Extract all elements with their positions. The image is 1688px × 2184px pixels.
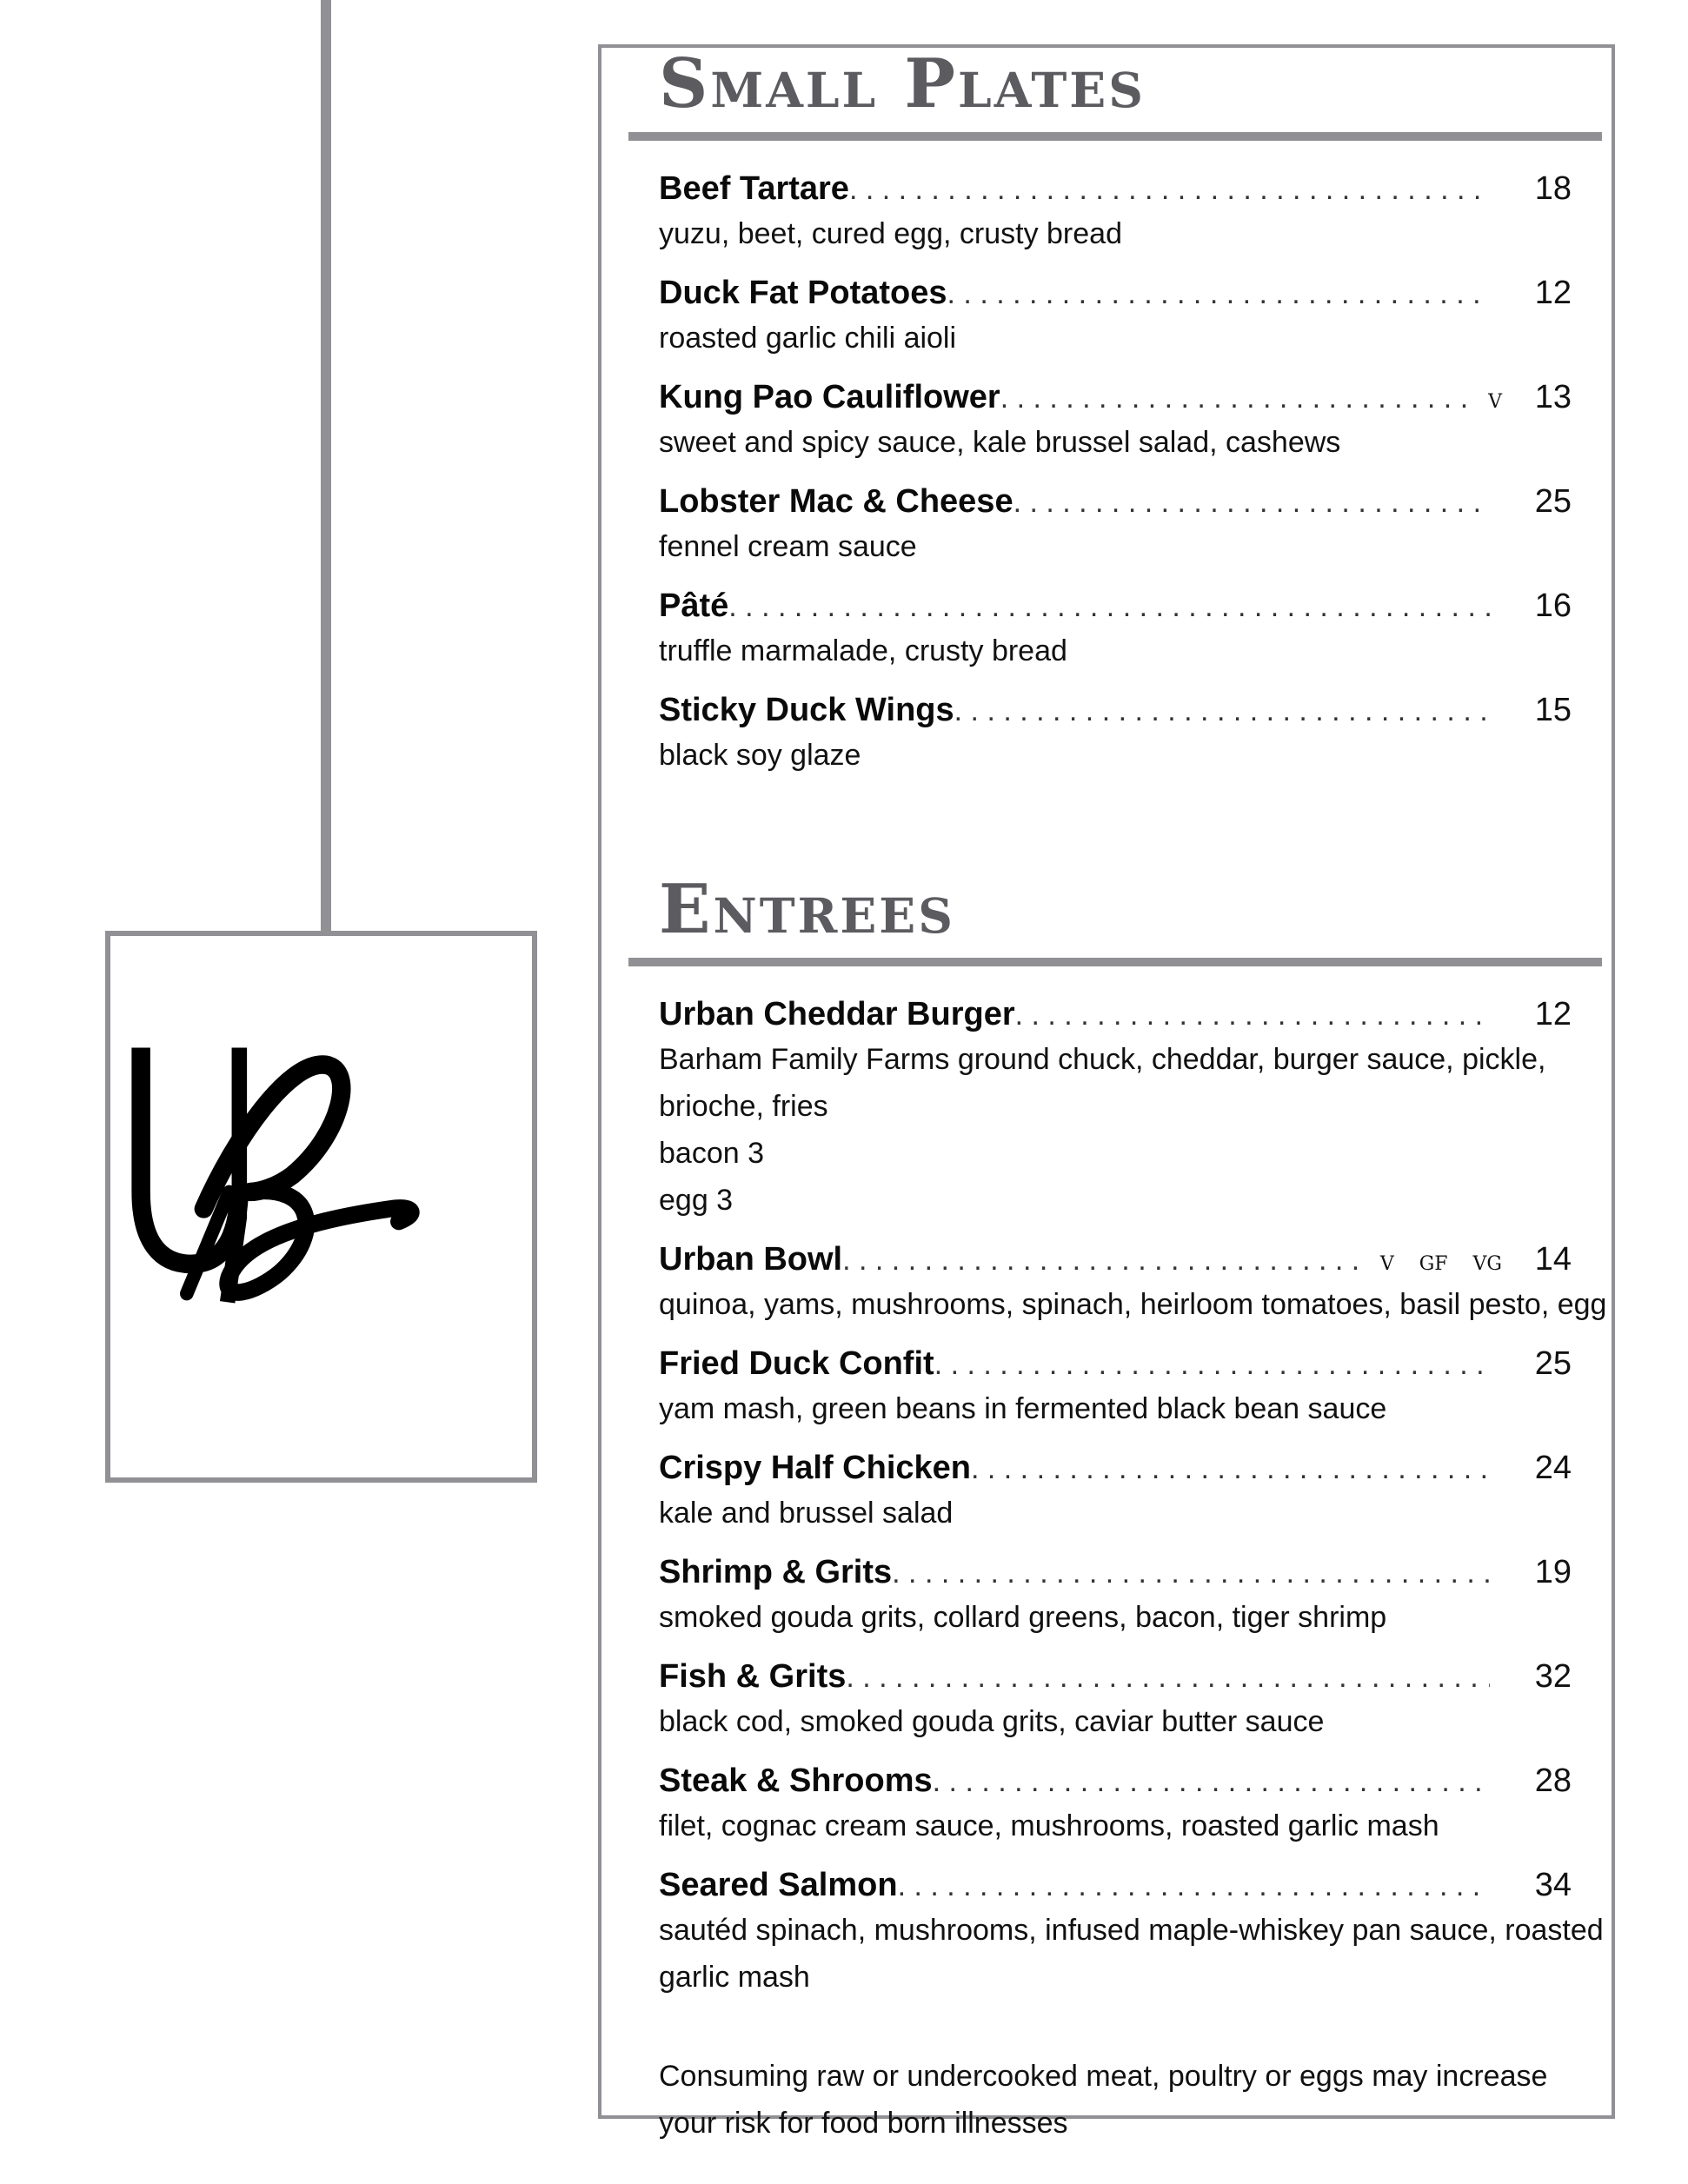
dot-leader [728,585,1490,628]
item-price: 12 [1534,996,1572,1032]
section-divider [628,132,1602,141]
item-price: 32 [1534,1658,1572,1695]
menu-item [659,1550,1572,1641]
menu-item [659,1238,1607,1328]
ub-monogram-logo [110,936,532,1477]
disclaimer-line: Consuming raw or undercooked meat, poultry or eggs may increase [659,2060,1548,2093]
item-name: Duck Fat Potatoes [659,275,947,311]
item-name: Shrimp & Grits [659,1554,893,1590]
dot-leader [849,168,1490,211]
item-price: 13 [1534,379,1572,415]
dot-leader [954,689,1490,733]
item-price: 16 [1534,587,1572,624]
item-name: Seared Salmon [659,1867,898,1903]
food-safety-disclaimer [659,2053,1572,2147]
item-addon: bacon 3 [659,1137,764,1170]
menu-item [659,480,1572,570]
section-title-small-plates: Small Plates [659,44,1146,123]
item-price: 25 [1534,1345,1572,1382]
item-name: Fish & Grits [659,1658,847,1695]
menu-item [659,688,1572,779]
item-description: fennel cream sauce [659,530,917,563]
item-price: 15 [1534,692,1572,728]
item-price: 19 [1534,1554,1572,1590]
section-divider [628,958,1602,966]
item-price: 28 [1534,1762,1572,1799]
dot-leader [947,272,1490,315]
item-description: quinoa, yams, mushrooms, spinach, heirloom tomatoes, basil pesto, egg [659,1288,1607,1321]
logo-frame [105,931,537,1483]
section-small-plates [659,44,1572,779]
dot-leader [934,1343,1490,1386]
item-name: Kung Pao Cauliflower [659,379,1000,415]
item-name: Crispy Half Chicken [659,1450,971,1486]
dot-leader [846,1656,1490,1699]
menu-content [659,44,1607,2147]
menu-item [659,1446,1572,1537]
menu-item [659,992,1572,1224]
item-name: Fried Duck Confit [659,1345,934,1382]
diet-tags: V [1488,391,1502,413]
item-name: Sticky Duck Wings [659,692,954,728]
item-description: Barham Family Farms ground chuck, cheddar, burger sauce, pickle, [659,1043,1546,1076]
item-description: roasted garlic chili aioli [659,322,957,355]
item-price: 25 [1534,483,1572,520]
item-description: yuzu, beet, cured egg, crusty bread [659,217,1122,250]
item-description: yam mash, green beans in fermented black bean sauce [659,1392,1387,1425]
item-addon: egg 3 [659,1184,734,1217]
item-description: sautéd spinach, mushrooms, infused maple-whiskey pan sauce, roasted [659,1914,1604,1947]
item-name: Steak & Shrooms [659,1762,933,1799]
item-name: Pâté [659,587,729,624]
dot-leader [1013,481,1490,524]
menu-item [659,1759,1572,1849]
item-name: Urban Cheddar Burger [659,996,1015,1032]
item-name: Beef Tartare [659,170,849,207]
item-description: truffle marmalade, crusty bread [659,634,1067,667]
menu-item [659,584,1572,674]
menu-item [659,1863,1604,2001]
item-description: filet, cognac cream sauce, mushrooms, roasted garlic mash [659,1809,1439,1842]
menu-item [659,1655,1572,1745]
item-description: kale and brussel salad [659,1497,954,1530]
item-description: black cod, smoked gouda grits, caviar butter sauce [659,1705,1325,1738]
disclaimer-line: your risk for food born illnesses [659,2107,1068,2140]
item-price: 24 [1534,1450,1572,1486]
menu-item [659,1342,1572,1432]
item-price: 14 [1534,1241,1572,1278]
item-price: 34 [1534,1867,1572,1903]
dot-leader [898,1864,1490,1908]
item-description: sweet and spicy sauce, kale brussel salad, cashews [659,426,1341,459]
dot-leader [933,1760,1490,1803]
item-price: 12 [1534,275,1572,311]
dot-leader [1015,993,1490,1037]
item-description: smoked gouda grits, collard greens, bacon, tiger shrimp [659,1601,1387,1634]
item-name: Lobster Mac & Cheese [659,483,1013,520]
item-price: 18 [1534,170,1572,207]
dot-leader [842,1238,1368,1282]
dot-leader [971,1447,1490,1490]
dot-leader [1000,376,1476,420]
item-name: Urban Bowl [659,1241,843,1278]
section-entrees [659,870,1607,2001]
menu-item [659,375,1572,466]
diet-tags: V GF VG [1379,1253,1502,1275]
menu-item [659,271,1572,362]
item-description: black soy glaze [659,739,861,772]
section-title-entrees: Entrees [659,870,955,949]
item-description: brioche, fries [659,1090,828,1123]
item-description: garlic mash [659,1961,810,1994]
hanging-line [321,0,331,934]
menu-item [659,167,1572,257]
dot-leader [892,1551,1490,1595]
